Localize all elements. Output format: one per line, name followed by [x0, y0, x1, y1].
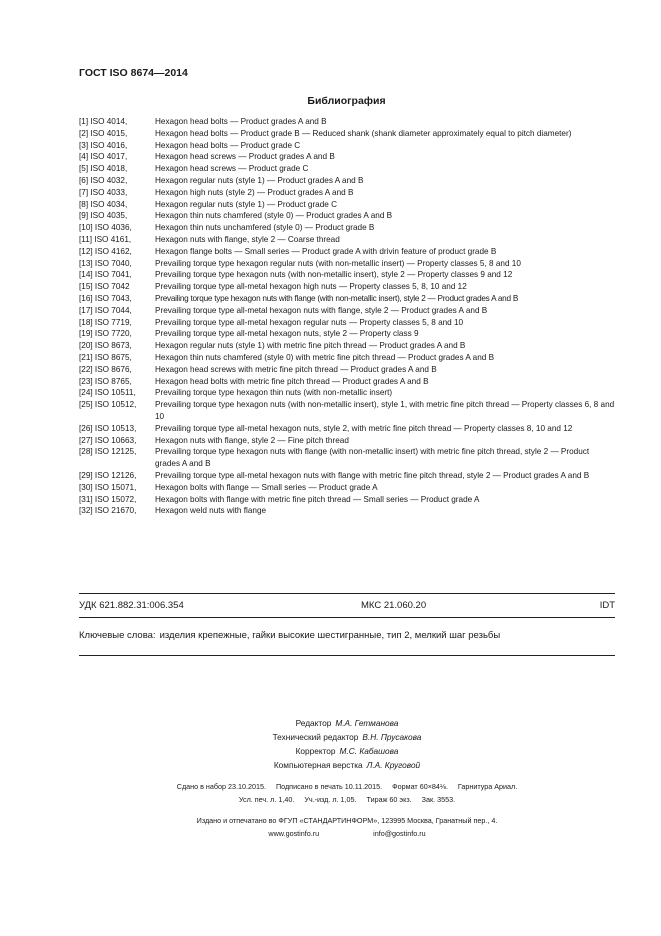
entry-number: [23] ISO 8765,	[79, 376, 132, 386]
credit-name: М.С. Кабашова	[339, 746, 399, 756]
website-link[interactable]: www.gostinfo.ru	[268, 828, 320, 838]
entry-number: [27] ISO 10663,	[79, 435, 137, 445]
circulation: Тираж 60 экз.	[366, 794, 412, 804]
bibliography-entry	[79, 187, 616, 199]
divider-top	[79, 593, 615, 594]
entry-number: [10] ISO 4036,	[79, 223, 132, 233]
bibliography-entry	[79, 234, 616, 246]
entry-number: [30] ISO 15071,	[79, 482, 137, 492]
entry-title: Hexagon head screws — Product grades A and B	[155, 152, 335, 162]
publisher-sheets: Уч.-изд. л. 1,05.	[304, 794, 357, 804]
entry-title: Hexagon thin nuts chamfered (style 0) — Product grades A and B	[155, 211, 393, 221]
print-sheets: Усл. печ. л. 1,40.	[238, 794, 295, 804]
bibliography-entry	[79, 317, 616, 329]
entry-number: [11] ISO 4161,	[79, 234, 132, 244]
credit-role: Компьютерная верстка	[273, 760, 363, 770]
entry-title: Hexagon flange bolts — Small series — Product grade A with drivin feature of product grade B	[155, 246, 497, 256]
bibliography-entry	[79, 435, 616, 447]
entry-title: Hexagon head bolts — Product grades A and B	[155, 117, 327, 126]
entry-number: [29] ISO 12126,	[79, 470, 137, 480]
bibliography-entry	[79, 175, 616, 187]
bibliography-entry	[79, 352, 616, 364]
credit-name: М.А. Гетманова	[335, 718, 399, 728]
entry-number: [1] ISO 4014,	[79, 117, 128, 126]
keywords	[79, 630, 615, 641]
entry-title: Hexagon head bolts with metric fine pitch thread — Product grades A and B	[155, 376, 429, 386]
bibliography-entry	[79, 269, 616, 281]
entry-number: [2] ISO 4015,	[79, 128, 128, 138]
entry-number: [28] ISO 12125,	[79, 447, 137, 457]
mks-code: МКС 21.060.20	[361, 600, 427, 611]
bibliography-entry	[79, 281, 616, 293]
print-info	[79, 781, 615, 806]
entry-title: Prevailing torque type hexagon nuts (with non-metallic insert), style 2 — Property classes 9 and 12	[155, 270, 513, 280]
entry-number: [18] ISO 7719,	[79, 317, 132, 327]
bibliography-entry	[79, 470, 616, 482]
entry-number: [9] ISO 4035,	[79, 211, 128, 221]
entry-number: [5] ISO 4018,	[79, 164, 128, 174]
entry-number: [7] ISO 4033,	[79, 187, 128, 197]
credit-role: Корректор	[295, 746, 336, 756]
entry-title: Prevailing torque type all-metal hexagon nuts, style 2 — Property class 9	[155, 329, 419, 339]
signed-date: Подписано в печать 10.11.2015.	[275, 782, 383, 791]
entry-number: [25] ISO 10512,	[79, 400, 137, 410]
credit-line	[79, 730, 615, 744]
entry-title: Prevailing torque type all-metal hexagon regular nuts — Property classes 5, 8 and 10	[155, 317, 464, 327]
order-number: Зак. 3553.	[421, 794, 456, 804]
bibliography-entry	[79, 399, 616, 423]
entry-number: [26] ISO 10513,	[79, 423, 137, 433]
bibliography-entry	[79, 293, 616, 305]
entry-title: Hexagon bolts with flange with metric fine pitch thread — Small series — Product grade A	[155, 494, 480, 504]
entry-number: [17] ISO 7044,	[79, 305, 132, 315]
bibliography-entry	[79, 505, 616, 517]
entry-title: Hexagon regular nuts (style 1) — Product grade C	[155, 199, 338, 209]
credit-name: В.Н. Прусакова	[362, 732, 422, 742]
credits	[79, 716, 615, 772]
divider-bottom	[79, 655, 615, 656]
bibliography-entry	[79, 328, 616, 340]
keywords-value: изделия крепежные, гайки высокие шестигранные, тип 2, мелкий шаг резьбы	[159, 630, 501, 641]
bibliography-entry	[79, 210, 616, 222]
entry-title: Prevailing torque type hexagon nuts (with non-metallic insert), style 1, with metric fine pitch thread — Property classes 6, 8 and 10	[155, 400, 615, 421]
entry-title: Prevailing torque type hexagon nuts with flange (with non-metallic insert) with metric fine pitch thread, style 2 — Product grades A and B	[155, 447, 590, 469]
entry-title: Hexagon regular nuts (style 1) — Product grades A and B	[155, 175, 364, 185]
bibliography-entry	[79, 340, 616, 352]
bibliography-title: Библиография	[307, 95, 386, 107]
entry-number: [20] ISO 8673,	[79, 341, 132, 351]
bibliography-entry	[79, 116, 616, 128]
entry-title: Hexagon nuts with flange, style 2 — Fine pitch thread	[155, 435, 349, 445]
entry-number: [14] ISO 7041,	[79, 270, 132, 280]
entry-title: Prevailing torque type hexagon regular nuts (with non-metallic insert) — Property classes 5, 8 and 10	[155, 258, 521, 268]
keywords-label: Ключевые слова:	[79, 630, 156, 641]
entry-title: Hexagon regular nuts (style 1) with metric fine pitch thread — Product grades A and B	[155, 341, 466, 351]
bibliography-entry	[79, 482, 616, 494]
entry-title: Hexagon head screws with metric fine pitch thread — Product grades A and B	[155, 364, 437, 374]
entry-number: [31] ISO 15072,	[79, 494, 137, 504]
credit-role: Технический редактор	[272, 732, 359, 742]
entry-title: Hexagon thin nuts unchamfered (style 0) — Product grade B	[155, 223, 375, 233]
typeset-date: Сдано в набор 23.10.2015.	[176, 782, 266, 791]
bibliography-list	[79, 116, 616, 517]
bibliography-entry	[79, 128, 616, 140]
publisher-line: Издано и отпечатано во ФГУП «СТАНДАРТИНФОРМ», 123995 Москва, Гранатный пер., 4.	[196, 816, 498, 825]
print-info-line	[79, 781, 615, 794]
entry-number: [8] ISO 4034,	[79, 199, 128, 209]
bibliography-entry	[79, 423, 616, 435]
entry-title: Hexagon head screws — Product grade C	[155, 164, 309, 174]
entry-title: Hexagon thin nuts chamfered (style 0) with metric fine pitch thread — Product grades A and B	[155, 352, 495, 362]
entry-number: [16] ISO 7043,	[79, 293, 132, 303]
credit-line	[79, 744, 615, 758]
bibliography-entry	[79, 140, 616, 152]
bibliography-entry	[79, 222, 616, 234]
entry-title: Prevailing torque type all-metal hexagon high nuts — Property classes 5, 8, 10 and 12	[155, 282, 467, 292]
credit-role: Редактор	[295, 718, 332, 728]
publisher-contacts	[79, 828, 615, 841]
credit-line	[79, 758, 615, 772]
email-link[interactable]: info@gostinfo.ru	[373, 828, 426, 838]
entry-title: Hexagon bolts with flange — Small series — Product grade A	[155, 482, 378, 492]
entry-title: Hexagon high nuts (style 2) — Product grades A and B	[155, 187, 354, 197]
entry-title: Hexagon head bolts — Product grade C	[155, 140, 301, 150]
bibliography-entry	[79, 446, 616, 470]
print-info-line	[79, 794, 615, 807]
bibliography-entry	[79, 151, 616, 163]
bibliography-entry	[79, 364, 616, 376]
typeface: Гарнитура Ариал.	[457, 782, 518, 791]
entry-number: [21] ISO 8675,	[79, 352, 132, 362]
bibliography-entry	[79, 387, 616, 399]
entry-title: Hexagon weld nuts with flange	[155, 506, 267, 516]
entry-title: Prevailing torque type hexagon nuts with flange (with non-metallic insert), style 2 — Product grades A and B	[155, 293, 519, 303]
entry-number: [3] ISO 4016,	[79, 140, 128, 150]
entry-number: [13] ISO 7040,	[79, 258, 132, 268]
entry-title: Prevailing torque type all-metal hexagon nuts with flange, style 2 — Product grades A and B	[155, 305, 488, 315]
entry-number: [22] ISO 8676,	[79, 364, 132, 374]
idt-label: IDT	[599, 600, 615, 611]
credit-name: Л.А. Круговой	[366, 760, 421, 770]
entry-title: Hexagon nuts with flange, style 2 — Coarse thread	[155, 234, 340, 244]
entry-number: [24] ISO 10511,	[79, 388, 136, 398]
entry-number: [32] ISO 21670,	[79, 506, 137, 516]
format: Формат 60×84⅛.	[392, 782, 448, 791]
entry-title: Prevailing torque type all-metal hexagon nuts with flange with metric fine pitch thread, style 2 — Product grades A and B	[155, 470, 590, 480]
entry-title: Hexagon head bolts — Product grade B — Reduced shank (shank diameter approximately equal to pitch diameter)	[155, 128, 572, 138]
udk-code: УДК 621.882.31:006.354	[79, 600, 184, 611]
publisher-info	[79, 815, 615, 840]
entry-number: [4] ISO 4017,	[79, 152, 128, 162]
divider-middle	[79, 617, 615, 618]
bibliography-entry	[79, 258, 616, 270]
entry-number: [6] ISO 4032,	[79, 175, 128, 185]
entry-title: Prevailing torque type all-metal hexagon nuts, style 2, with metric fine pitch thread — Property classes 8, 10 and 12	[155, 423, 573, 433]
bibliography-entry	[79, 163, 616, 175]
bibliography-entry	[79, 376, 616, 388]
bibliography-entry	[79, 199, 616, 211]
bibliography-entry	[79, 305, 616, 317]
entry-number: [15] ISO 7042	[79, 282, 130, 292]
credit-line	[79, 716, 615, 730]
entry-number: [12] ISO 4162,	[79, 246, 132, 256]
bibliography-entry	[79, 246, 616, 258]
bibliography-entry	[79, 494, 616, 506]
entry-title: Prevailing torque type hexagon thin nuts (with non-metallic insert)	[155, 388, 393, 398]
page-header: ГОСТ ISO 8674—2014	[79, 67, 188, 79]
entry-number: [19] ISO 7720,	[79, 329, 132, 339]
